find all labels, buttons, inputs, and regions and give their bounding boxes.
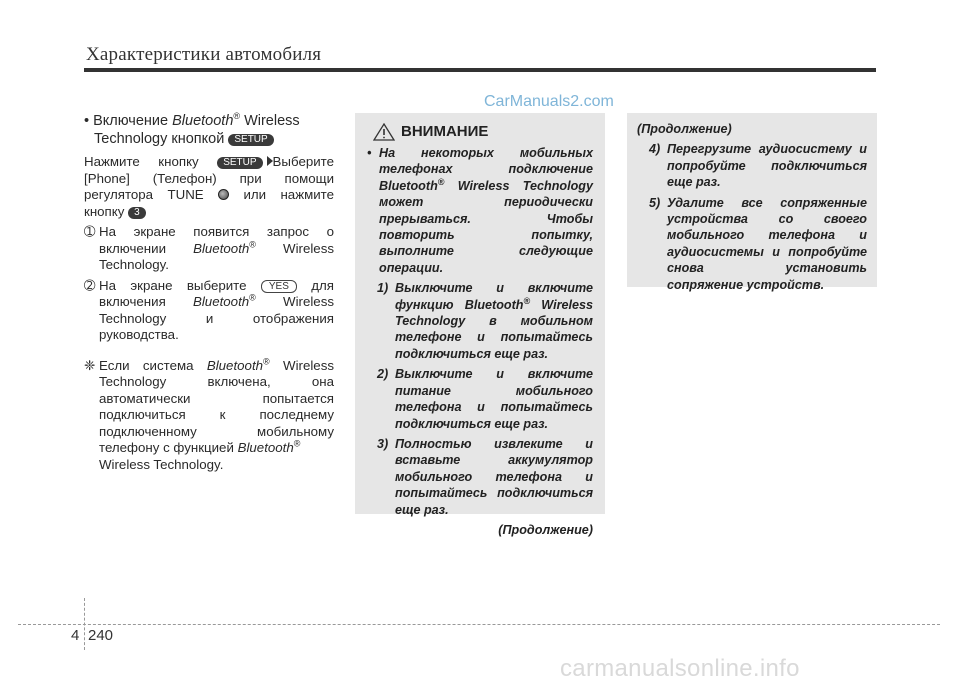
page-header-title: Характеристики автомобиля <box>86 44 322 65</box>
step-number: 3) <box>377 436 389 451</box>
reg-mark: ® <box>233 111 241 122</box>
step-1 <box>84 224 334 274</box>
heading-text: Wireless <box>240 113 300 129</box>
step-segment: Wireless Technology в мобильном телефоне и попытайтесь подключиться еще раз. <box>395 297 593 361</box>
warning-step <box>367 436 593 518</box>
continuation-step <box>637 141 867 190</box>
note-block <box>84 358 334 474</box>
brand-name: Bluetooth <box>192 294 250 309</box>
watermark-top: CarManuals2.com <box>484 93 614 110</box>
step-text: На экране появится запрос о включении <box>99 224 334 256</box>
instruction-text: Выберите [Phone] (Телефон) при помощи регулятора TUNE <box>84 154 334 202</box>
note-segment: Wireless Technology. <box>99 456 224 472</box>
step-text: Выключите и включите питание мобильного телефона и попытайтесь подключиться еще раз. <box>395 367 593 431</box>
warning-box <box>355 113 605 537</box>
heading-text: Technology кнопкой <box>94 131 229 147</box>
instruction-text: Нажмите кнопку <box>84 154 218 169</box>
warning-title <box>373 123 593 141</box>
step-number: 5) <box>649 195 661 210</box>
reg-mark: ® <box>437 176 445 187</box>
reg-mark: ® <box>523 295 531 306</box>
brand-name: Bluetooth <box>237 440 294 455</box>
bullet-marker: • <box>367 146 372 160</box>
brand-name: Bluetooth <box>379 178 438 193</box>
step-text: Полностью извлеките и вставьте аккумулятор мобильного телефона и попытайтесь подключиться еще раз. <box>395 436 593 517</box>
warning-lead <box>367 145 593 276</box>
chapter-number: 4 <box>71 627 80 644</box>
step-number: 2) <box>377 367 389 382</box>
section-heading <box>84 112 334 148</box>
footer-divider <box>84 598 85 650</box>
footer-rule <box>18 624 940 625</box>
step-1-marker: ➀ <box>84 224 96 239</box>
note-marker: ❈ <box>84 357 96 373</box>
setup-key-badge: SETUP <box>228 134 273 146</box>
step-number: 1) <box>377 281 389 296</box>
reg-mark: ® <box>263 356 270 367</box>
warning-triangle-icon <box>373 123 395 141</box>
warning-text: Wireless Technology может периодически прерываться. Чтобы повторить попытку, выполните следующие операции. <box>379 178 593 275</box>
watermark-bottom: carmanualsonline.info <box>560 655 800 682</box>
main-column <box>84 112 334 473</box>
page-number: 240 <box>88 627 114 644</box>
reg-mark: ® <box>293 438 301 449</box>
step-2-marker: ➁ <box>84 277 96 293</box>
setup-key-badge: SETUP <box>217 157 262 169</box>
brand-name: Bluetooth <box>464 297 524 312</box>
note-segment: Wireless Technology включена, она автоматически попытается подключиться к последнему подключенному мобильному телефону с функцией <box>99 357 334 455</box>
warning-title-text: ВНИМАНИЕ <box>401 122 489 140</box>
header-rule <box>84 68 876 72</box>
tune-knob-icon <box>218 189 229 200</box>
step-text <box>395 280 593 362</box>
step-2 <box>84 278 334 344</box>
instruction-text: или нажмите кнопку <box>84 187 334 219</box>
warning-steps <box>367 280 593 518</box>
reg-mark: ® <box>249 239 256 250</box>
note-text <box>99 358 334 474</box>
continuation-header: (Продолжение) <box>637 122 732 136</box>
step-text: На экране выберите <box>99 277 261 293</box>
note-segment: Если система <box>99 357 207 373</box>
warning-lead-text <box>379 145 593 276</box>
step-text: Wireless Technology и отображения руководства. <box>99 294 334 342</box>
warning-text: На некоторых мобильных телефонах подключение <box>379 146 593 177</box>
continued-label: (Продолжение) <box>498 522 593 537</box>
brand-name: Bluetooth <box>193 240 250 256</box>
step-text: Перегрузите аудиосистему и попробуйте подключиться еще раз. <box>667 142 867 190</box>
reg-mark: ® <box>249 292 256 303</box>
instruction-paragraph <box>84 154 334 220</box>
brand-name: Bluetooth <box>206 357 264 373</box>
continuation-steps <box>637 141 867 293</box>
step-2-text <box>99 278 334 344</box>
step-text: Wireless Technology. <box>99 240 334 272</box>
warning-step <box>367 280 593 362</box>
continuation-step <box>637 195 867 293</box>
key-3-badge: 3 <box>128 207 146 219</box>
step-text: Удалите все сопряженные устройства со своего мобильного телефона и аудиосистемы и попробуйте снова установить сопряжение устройств. <box>667 195 867 292</box>
step-text: для включения <box>99 277 334 309</box>
brand-name: Bluetooth <box>172 113 234 129</box>
yes-key-badge: YES <box>261 280 297 293</box>
step-number: 4) <box>649 142 661 157</box>
heading-text: • Включение <box>84 113 173 129</box>
warning-step <box>367 366 593 432</box>
continuation-box <box>627 113 877 292</box>
step-segment: Выключите и включите функцию <box>395 281 593 312</box>
step-1-text <box>99 224 334 274</box>
